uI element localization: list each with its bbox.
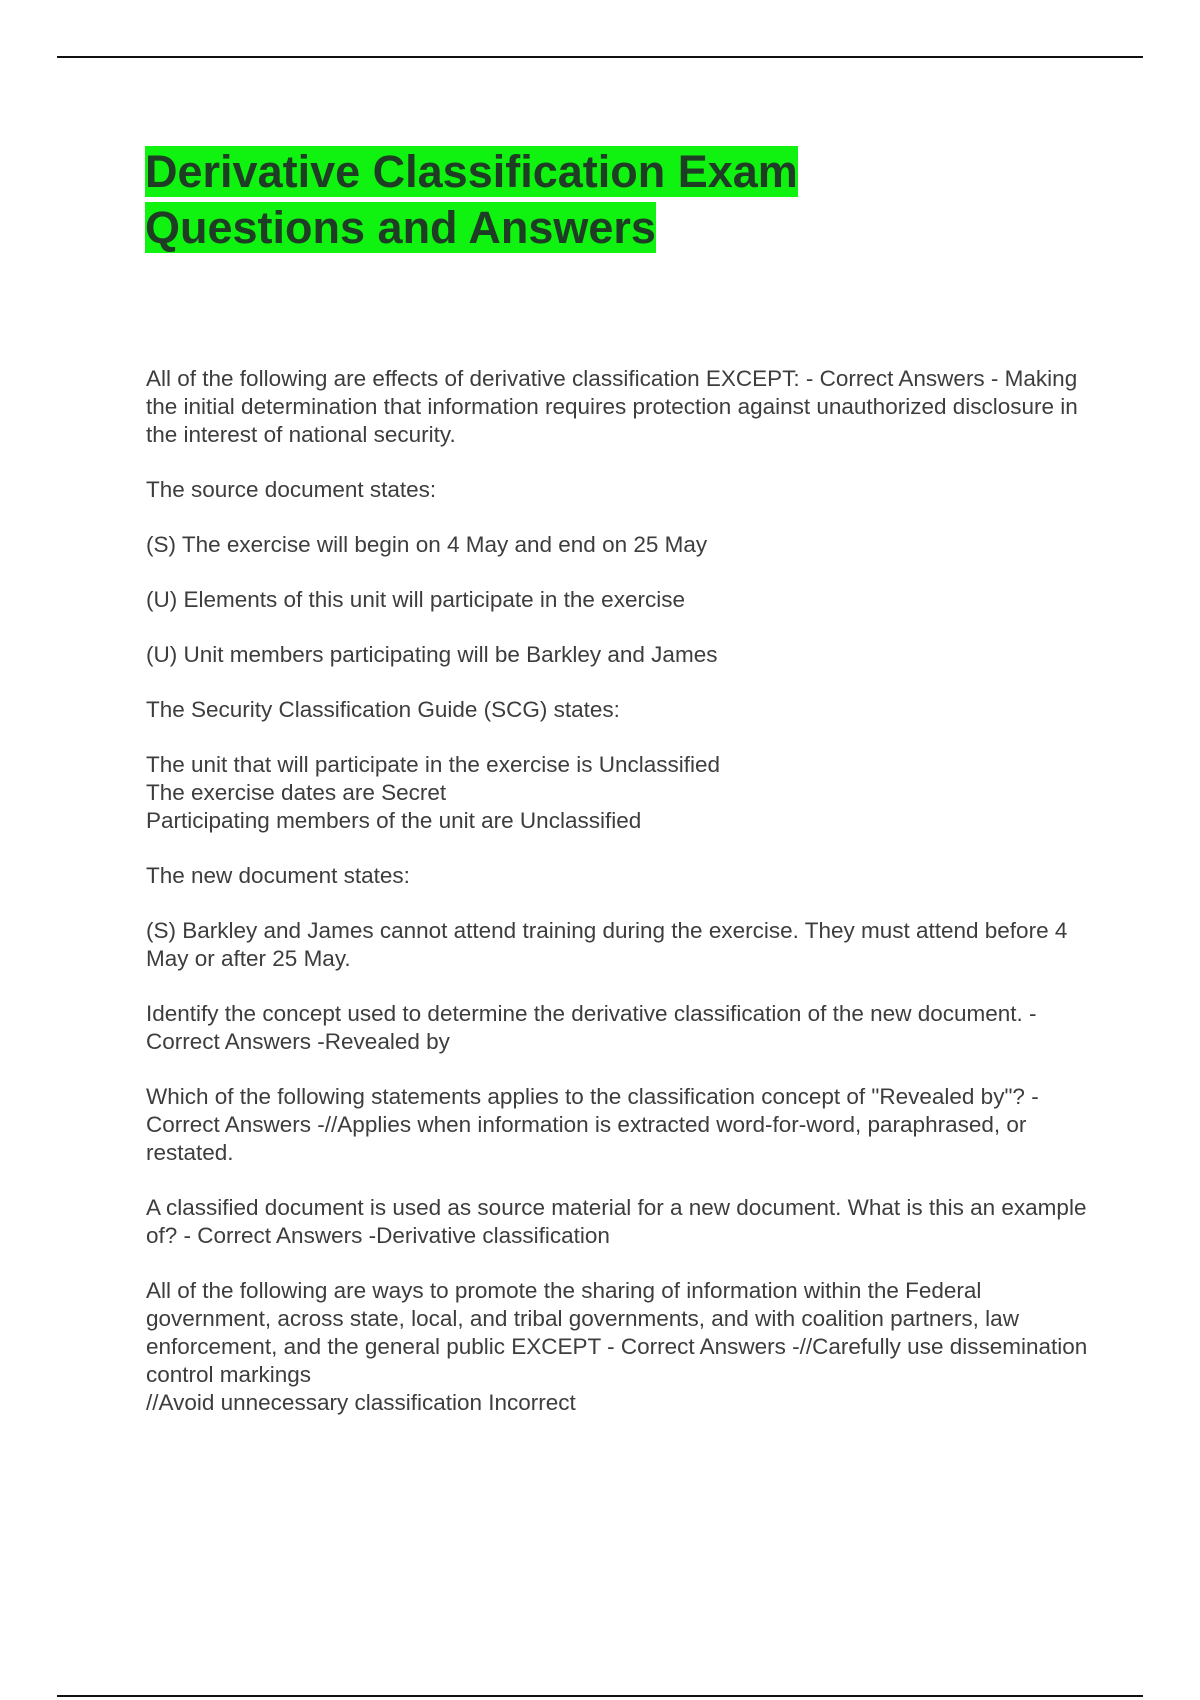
question-5 bbox=[146, 1277, 1096, 1417]
footer-rule bbox=[57, 1695, 1143, 1697]
question-1: All of the following are effects of derivative classification EXCEPT: - Correct Answers - Making the initial determination that information requires protection against unauthorized disclosure in the interest of national security. bbox=[146, 366, 1078, 447]
question-2: Identify the concept used to determine the derivative classification of the new document. - Correct Answers -Revealed by bbox=[146, 1001, 1037, 1054]
title-line-2: Questions and Answers bbox=[145, 202, 656, 253]
source-line-2: (U) Elements of this unit will participate in the exercise bbox=[146, 587, 685, 612]
new-document-text: (S) Barkley and James cannot attend training during the exercise. They must attend before 4 May or after 25 May. bbox=[146, 918, 1068, 971]
new-document-heading: The new document states: bbox=[146, 863, 410, 888]
document-body bbox=[146, 365, 1096, 1444]
scg-line-2: The exercise dates are Secret bbox=[146, 780, 447, 805]
question-5-text: All of the following are ways to promote the sharing of information within the Federal government, across state, local, and tribal governments, and with coalition partners, law enforcement, and the general public EXCEPT - Correct Answers -//Carefully use dissemination control markings bbox=[146, 1278, 1088, 1387]
header-rule bbox=[57, 56, 1143, 58]
scg-lines bbox=[146, 751, 1096, 835]
source-line-3: (U) Unit members participating will be Barkley and James bbox=[146, 642, 718, 667]
source-document-heading: The source document states: bbox=[146, 477, 437, 502]
question-4: A classified document is used as source material for a new document. What is this an example of? - Correct Answers -Derivative classification bbox=[146, 1195, 1087, 1248]
title-line-1: Derivative Classification Exam bbox=[145, 146, 798, 197]
scg-line-3: Participating members of the unit are Unclassified bbox=[146, 808, 642, 833]
scg-heading: The Security Classification Guide (SCG) states: bbox=[146, 697, 620, 722]
page-title bbox=[145, 144, 798, 256]
question-3: Which of the following statements applies to the classification concept of "Revealed by"? - Correct Answers -//Applies when information is extracted word-for-word, paraphrased, or restated. bbox=[146, 1084, 1039, 1165]
scg-line-1: The unit that will participate in the exercise is Unclassified bbox=[146, 752, 721, 777]
question-5-continuation: //Avoid unnecessary classification Incorrect bbox=[146, 1390, 576, 1415]
source-line-1: (S) The exercise will begin on 4 May and end on 25 May bbox=[146, 532, 708, 557]
